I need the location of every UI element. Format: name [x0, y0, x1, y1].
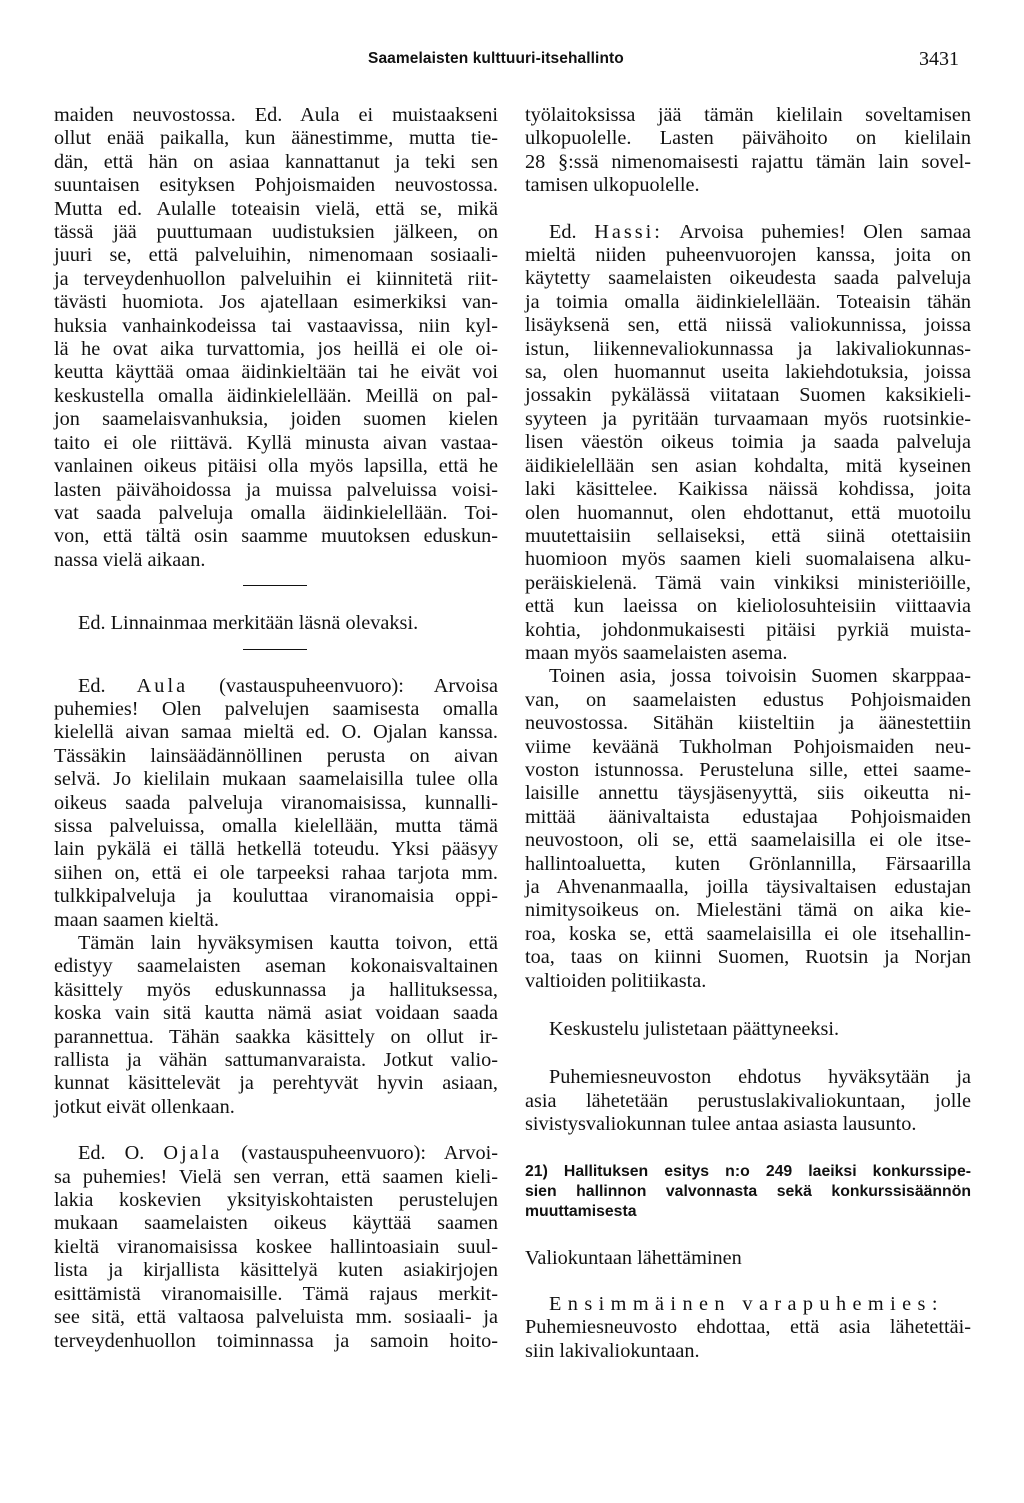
speaker-line: [54, 675, 498, 698]
speaker-intro: Arvoisa puhemies! Olen samaa: [679, 220, 971, 243]
text-line: ja terveydenhuollon palveluihin ei kiinnitetä riit-: [54, 267, 498, 290]
speaker-line: [525, 221, 971, 244]
text-line: asia lähetetään perustuslakivaliokuntaan, jolle: [525, 1089, 971, 1112]
text-line: nassa vielä aikaan.: [54, 548, 206, 571]
speaker-prefix: Ed.: [78, 674, 106, 697]
text-line: lasten päivähoidossa ja muissa palveluissa voisi-: [54, 478, 498, 501]
text-line: Puhemiesneuvosto ehdottaa, että asia lähetettäi-: [525, 1316, 971, 1339]
heading-line: muuttamisesta: [525, 1202, 637, 1220]
text-line: Mutta ed. Aulalle toteaisin vielä, että se, mikä: [54, 197, 498, 220]
text-line: edistyy saamelaisten aseman kokonaisvaltainen: [54, 955, 498, 978]
text-line: maan saamen kieltä.: [54, 908, 219, 931]
text-line: käytetty saamelaisten oikeudesta saada palveluja: [525, 267, 971, 290]
text-line: huomioon myös saamen kieli suomalaisena alku-: [525, 548, 971, 571]
text-line: taito ei ole riittävä. Kyllä minusta aivan vastaa-: [54, 431, 498, 454]
text-line: Valiokuntaan lähettäminen: [525, 1246, 742, 1269]
text-line: tamisen ulkopuolelle.: [525, 174, 700, 197]
text-line: muutettaisiin sellaiseksi, että siinä otettaisiin: [525, 524, 971, 547]
heading-line: sien hallinnon valvonnasta sekä konkurssisäännön: [525, 1182, 971, 1200]
text-line: koska vain sitä kautta nämä asiat voidaan saada: [54, 1002, 498, 1025]
text-line: lä he ovat aika turvattomia, jos heillä ei ole oi-: [54, 338, 498, 361]
text-line: roa, koska se, että saamelaisilla ei ole itsehallin-: [525, 922, 971, 945]
text-line: tävästi huomiota. Jos ajatellaan esimerkiksi van-: [54, 291, 498, 314]
text-line: mittää äänivaltaista edustajaa Pohjoismaiden: [525, 805, 971, 828]
text-line: lisäyksenä sen, että niissä valiokunnissa, joissa: [525, 314, 971, 337]
speech-aula: [54, 675, 498, 932]
speech-vice-speaker: [525, 1293, 971, 1363]
right-column: [525, 104, 971, 1363]
text-line: viime keväänä Tukholman Pohjoismaiden neu-: [525, 735, 971, 758]
text-line: Tässäkin lainsäädännöllinen perusta on aivan: [54, 744, 498, 767]
text-line: neuvostoon, oli se, että saamelaisilla ei ole itse-: [525, 829, 971, 852]
text-line: mukaan saamelaisten oikeus käyttää saamen: [54, 1212, 498, 1235]
text-line: jotkut eivät ollenkaan.: [54, 1095, 235, 1118]
text-line: siin lakivaliokuntaan.: [525, 1339, 700, 1362]
speech-ojala: [54, 1142, 498, 1353]
referral-subheading: [525, 1247, 971, 1270]
text-line: toa, taas on kiinni Suomen, Ruotsin ja Norjan: [525, 946, 971, 969]
page-number: 3431: [919, 48, 959, 70]
text-line: äidikielellään sen asian kohdalta, mitä kyseinen: [525, 454, 971, 477]
text-line: suuntaisen esityksen Pohjoismaiden neuvostossa.: [54, 174, 498, 197]
speaker-line: [54, 1142, 498, 1165]
speaker-name: Hassi:: [594, 220, 663, 243]
text-line: neuvostossa. Sitähän kiisteltiin ja äänestettiin: [525, 712, 971, 735]
paragraph-left-1: [54, 104, 498, 572]
paragraph-right-3: [525, 665, 971, 993]
speech-hassi: [525, 221, 971, 666]
text-line: von, että tältä osin saamme muutoksen eduskun-: [54, 525, 498, 548]
text-line: lista ja kirjallista käsittelyä kuten asiakirjojen: [54, 1259, 498, 1282]
text-line: Keskustelu julistetaan päättyneeksi.: [549, 1018, 840, 1041]
attendance-note: [54, 612, 498, 635]
text-line: van, on saamelaisten edustus Pohjoismaiden: [525, 688, 971, 711]
closing-note: [525, 1018, 971, 1041]
text-line: laisille annettu täysjäsenyyttä, siis oikeutta ni-: [525, 782, 971, 805]
paragraph-left-3: [54, 932, 498, 1119]
text-line: kohtia, johdonmukaisesti pitäisi pyrkiä muista-: [525, 618, 971, 641]
text-line: 28 §:ssä nimenomaisesti rajattu tämän lain sovel-: [525, 150, 971, 173]
text-line: työlaitoksissa jää tämän kielilain soveltamisen: [525, 104, 971, 126]
text-line: keskustella omalla äidinkielellään. Meillä on pal-: [54, 384, 498, 407]
speaker-prefix: Ed. O.: [78, 1142, 145, 1165]
text-line: Tämän lain hyväksymisen kautta toivon, että: [78, 932, 498, 954]
text-line: kieltä viranomaisissa koskee hallintoasiain suul-: [54, 1235, 498, 1258]
section-divider: [243, 649, 307, 650]
text-line: dän, että hän on asiaa kannattanut ja teki sen: [54, 150, 498, 173]
agenda-item-heading: [525, 1162, 971, 1222]
text-line: käsittely myös eduskunnassa ja hallituksessa,: [54, 978, 498, 1001]
text-line: maan myös saamelaisten asema.: [525, 641, 788, 664]
speaker-intro: (vastauspuheenvuoro): Arvoisa: [219, 674, 498, 697]
text-line: kunnat käsittelevät ja perehtyvät hyvin asiaan,: [54, 1072, 498, 1095]
text-line: terveydenhuollon toiminnassa ja samoin hoito-: [54, 1329, 498, 1352]
text-line: juuri se, että palveluihin, nimenomaan sosiaali-: [54, 244, 498, 267]
text-line: huksia vanhainkodeissa tai vastaavissa, niin kyl-: [54, 314, 498, 337]
text-line: selvä. Jo kielilain mukaan saamelaisilla tulee olla: [54, 768, 498, 791]
text-line: jon saamelaisvanhuksia, joiden suomen kielen: [54, 408, 498, 431]
text-line: keutta käyttää omaa äidinkieltään tai he eivät voi: [54, 361, 498, 384]
text-line: laki käsittelee. Kaikissa näissä kohdissa, joita: [525, 478, 971, 501]
paragraph-right-1: [525, 104, 971, 198]
text-line: vanlainen oikeus pitäisi olla myös lapsilla, että he: [54, 455, 498, 478]
text-line: lakia koskevien yksityiskohtaisten perustelujen: [54, 1189, 498, 1212]
text-line: istun, liikennevaliokunnassa ja lakivaliokunnas-: [525, 337, 971, 360]
running-title: Saamelaisten kulttuuri-itsehallinto: [368, 50, 624, 67]
text-line: sa, olen huomannut useita lakiehdotuksia, joissa: [525, 361, 971, 384]
text-line: vat saada palveluja omalla äidinkielellään. Toi-: [54, 501, 498, 524]
speaker-intro: (vastauspuheenvuoro): Arvoi-: [241, 1142, 498, 1165]
text-line: oikeus saada palveluja viranomaisissa, kunnalli-: [54, 791, 498, 814]
text-line: parannettua. Tähän saakka käsittely on ollut ir-: [54, 1025, 498, 1048]
text-line: syyteen ja pyritään turvaamaan myös ruotsinkie-: [525, 407, 971, 430]
text-line: valtioiden politiikasta.: [525, 969, 707, 992]
speaker-name: Aula: [136, 674, 189, 697]
text-line: puhemies! Olen palvelujen saamisesta omalla: [54, 697, 498, 720]
text-line: sissa palveluissa, omalla kielellään, mutta tämä: [54, 814, 498, 837]
speaker-prefix: Ed.: [549, 220, 577, 243]
text-line: Puhemiesneuvoston ehdotus hyväksytään ja: [549, 1066, 971, 1089]
text-line: esittämistä viranomaisille. Tämä rajaus merkit-: [54, 1282, 498, 1305]
text-line: voston istunnossa. Perusteluna sille, ettei saame-: [525, 758, 971, 781]
speaker-name: Ojala: [163, 1142, 223, 1165]
text-line: tässä jää puuttumaan uudistuksien jälkeen, on: [54, 221, 498, 244]
text-line: sivistysvaliokunnan tulee antaa asiasta lausunto.: [525, 1113, 917, 1136]
text-line: jossakin pykälässä viitataan Suomen kaksikieli-: [525, 384, 971, 407]
text-line: siihen on, että ei ole tarpeeksi rahaa tarjota mm.: [54, 861, 498, 884]
left-column: [54, 104, 498, 1353]
text-line: hallintoaluetta, kuten Grönlannilla, Färsaarilla: [525, 852, 971, 875]
text-line: Toinen asia, jossa toivoisin Suomen skarppaa-: [549, 665, 971, 688]
text-line: ulkopuolelle. Lasten päivähoito on kielilain: [525, 127, 971, 150]
text-line: rallista ja vähän sattumanvaraista. Jotkut valio-: [54, 1049, 498, 1072]
text-line: nimitysoikeus on. Mielestäni tämä on aika kie-: [525, 899, 971, 922]
text-line: sa puhemies! Vielä sen verran, että saamen kieli-: [54, 1165, 498, 1188]
text-line: ja toimia omalla äidinkielellään. Toteaisin tähän: [525, 290, 971, 313]
text-line: maiden neuvostossa. Ed. Aula ei muistaakseni: [54, 104, 498, 126]
text-line: Ed. Linnainmaa merkitään läsnä olevaksi.: [78, 612, 419, 635]
section-divider: [243, 585, 307, 586]
text-line: ollut enää paikalla, kun äänestimme, mutta tie-: [54, 127, 498, 150]
text-line: peräiskielenä. Tämä vain vinkiksi ministeriöille,: [525, 571, 971, 594]
text-line: tulkkipalveluja ja kouluttaa viranomaisia oppi-: [54, 885, 498, 908]
paragraph-decision: [525, 1066, 971, 1136]
text-line: lisen väestön oikeus toimia ja saada palveluja: [525, 431, 971, 454]
heading-line: 21) Hallituksen esitys n:o 249 laeiksi konkurssipe-: [525, 1162, 971, 1180]
text-line: lain pykälä ei tällä hetkellä toteudu. Yksi pääsyy: [54, 838, 498, 861]
speaker-name: Ensimmäinen varapuhemies:: [549, 1293, 944, 1316]
text-line: kielellä aivan samaa mieltä ed. O. Ojalan kanssa.: [54, 721, 498, 744]
text-line: mieltä niiden puheenvuorojen kanssa, joita on: [525, 244, 971, 267]
text-line: että kun laeissa on kieliolosuhteisiin viittaavia: [525, 595, 971, 618]
text-line: ja Ahvenanmaalla, joilla täysivaltaisen edustajan: [525, 876, 971, 898]
text-line: olen huomannut, olen ehdottanut, että muotoilu: [525, 501, 971, 524]
text-line: see sitä, että valtaosa palveluista mm. sosiaali- ja: [54, 1306, 498, 1329]
